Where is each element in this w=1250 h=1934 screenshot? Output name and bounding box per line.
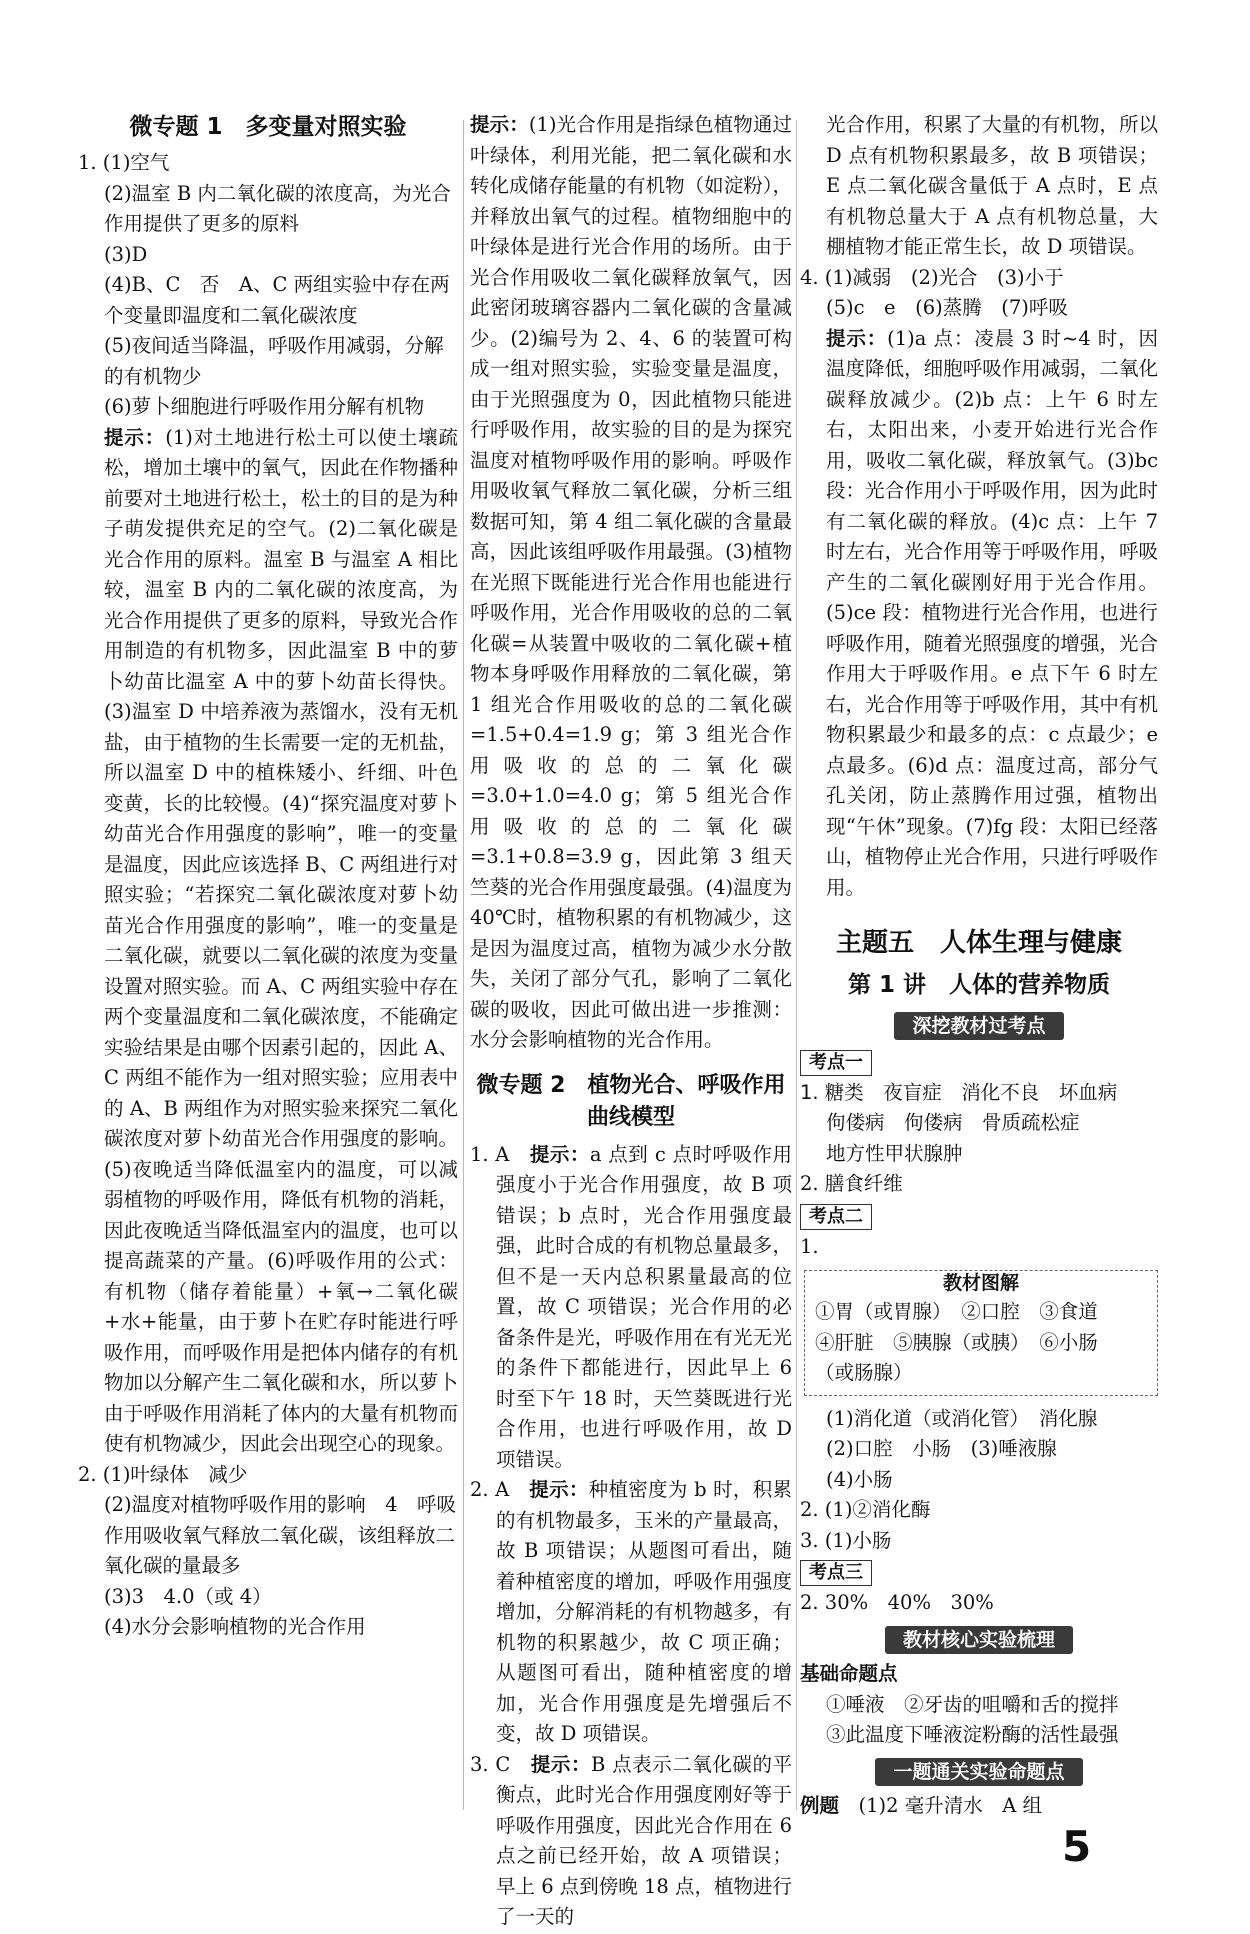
answer-head: 2. A [470, 1478, 530, 1501]
basic-label: 基础命题点 [800, 1662, 898, 1685]
answer-line: 3. (1)小肠 [800, 1528, 892, 1552]
hint-text: B 点表示二氧化碳的平衡点，此时光合作用强度刚好等于呼吸作用强度，因此光合作用在 6 点之前已经开始，故 A 项错误；早上 6 点到傍晚 18 点，植物进行了一天的 [496, 1752, 793, 1928]
column-3 [800, 110, 1158, 1822]
answer-line: 佝偻病 佝偻病 骨质疏松症 [826, 1111, 1080, 1134]
hint-label: 提示： [529, 1478, 589, 1501]
hint-label: 提示： [826, 326, 888, 350]
banner-label: 一题通关实验命题点 [875, 1758, 1082, 1786]
theme-title: 主题五 人体生理与健康 [835, 928, 1122, 958]
answer-line: (4)B、C 否 A、C 两组实验中存在两个变量即温度和二氧化碳浓度 [104, 273, 450, 327]
banner [800, 1625, 1158, 1656]
banner-label: 深挖教材过考点 [894, 1012, 1063, 1040]
kaodian-label: 考点三 [800, 1560, 872, 1586]
continued-text: 光合作用，积累了大量的有机物，所以 D 点有机物积累最多，故 B 项错误；E 点二氧化碳含量低于 A 点时，E 点有机物总量大于 A 点有机物总量，大棚植物才能正常生长，故 D 项错误。 [826, 113, 1158, 258]
answer-line: (2)口腔 小肠 (3)唾液腺 [826, 1437, 1057, 1460]
answer-line: (3)3 4.0（或 4） [104, 1584, 272, 1608]
hint-text: 种植密度为 b 时，积累的有机物最多，玉米的产量最高，故 B 项错误；从题图可看出，随着种植密度的增加，呼吸作用强度增加，分解消耗的有机物越多，有机物的积累越少，故 C 项正确；从题图可看出，随种植密度的增加，光合作用强度是先增强后不变，故 D 项错误。 [496, 1478, 792, 1745]
answer-item [470, 1750, 792, 1933]
answer-line: (3)D [104, 242, 148, 266]
hint-text: a 点到 c 点时呼吸作用强度小于光合作用强度，故 B 项错误；b 点时，光合作用强度最强，此时合成的有机物总量最多，但不是一天内总积累量最高的位置，故 C 项错误；光合作用的必备条件是光，呼吸作用在有光无光的条件下都能进行，因此早上 6 时至下午 18 时，天竺葵既进行光合作用，也进行呼吸作用，故 D 项错误。 [496, 1142, 792, 1471]
hint-paragraph [470, 110, 792, 1056]
hint-label: 提示： [104, 425, 166, 449]
box-line: （或肠腺） [815, 1361, 913, 1384]
answer-line [800, 1078, 1158, 1109]
hint-label: 提示： [530, 1752, 592, 1776]
answer-line: (5)夜间适当降温，呼吸作用减弱，分解的有机物少 [104, 334, 444, 388]
answer-line: (2)温室 B 内二氧化碳的浓度高，为光合作用提供了更多的原料 [104, 181, 451, 235]
example-label: 例题 [800, 1794, 840, 1817]
hint-text: (1)对土地进行松土可以使土壤疏松，增加土壤中的氧气，因此在作物播种前要对土地进行松土，松土的目的是为种子萌发提供充足的空气。(2)二氧化碳是光合作用的原料。温室 B 与温室 A 相比较，温室 B 内的二氧化碳的浓度高，为光合作用提供了更多的原料，导致光合作用制造的有机物多，因此温室 B 中的萝卜幼苗比温室 A 中的萝卜幼苗长得快。(3)温室 D 中培养液为蒸馏水，没有无机盐，由于植物的生长需要一定的无机盐，所以温室 D 中的植株矮小、纤细、叶色变黄，长的比较慢。(4)“探究温度对萝卜幼苗光合作用强度的影响”，唯一的变量是温度，因此应该选择 B、C 两组进行对照实验；“若探究二氧化碳浓度对萝卜幼苗光合作用强度的影响”，唯一的变量是二氧化碳，就要以二氧化碳的浓度为变量设置对照实验。而 A、C 两组实验中存在两个变量温度和二氧化碳浓度，不能确定实验结果是由哪个因素引起的，因此 A、C 两组不能作为一组对照实验；应用表中的 A、B 两组作为对照实验来探究二氧化碳浓度对萝卜幼苗光合作用强度的影响。(5)夜晚适当降低温室内的温度，可以减弱植物的呼吸作用，降低有机物的消耗，因此夜晚适当降低温室内的温度，也可以提高蔬菜的产量。(6)呼吸作用的公式：有机物（储存着能量）+氧→二氧化碳+水+能量，由于萝卜在贮存时能进行呼吸作用，而呼吸作用是把体内储存的有机物加以分解产生二氧化碳和水，所以萝卜由于呼吸作用消耗了体内的大量有机物而使有机物减少，因此会出现空心的现象。 [104, 425, 458, 1455]
answer-line: 2. 膳食纤维 [800, 1172, 903, 1195]
answer-line: (4)小肠 [826, 1467, 893, 1491]
example-text: (1)2 毫升清水 A 组 [858, 1794, 1043, 1817]
answer-head: 1. A [470, 1142, 530, 1166]
column-2 [470, 110, 792, 1933]
column-divider [463, 120, 464, 1810]
answer-line: (2)温度对植物呼吸作用的影响 4 呼吸作用吸收氧气释放二氧化碳，该组释放二氧化碳的量最多 [104, 1493, 457, 1577]
column-1 [78, 110, 458, 1643]
answer-line: 2. 30% 40% 30% [800, 1591, 994, 1614]
hint-text: (1)a 点：凌晨 3 时~4 时，因温度降低，细胞呼吸作用减弱，二氧化碳释放减少。(2)b 点：上午 6 时左右，太阳出来，小麦开始进行光合作用，吸收二氧化碳，释放氧气。(3)bc 段：光合作用小于呼吸作用，因为此时有二氧化碳的释放。(4)c 点：上午 7 时左右，光合作用等于呼吸作用，呼吸产生的二氧化碳刚好用于光合作用。(5)ce 段：植物进行光合作用，也进行呼吸作用，随着光照强度的增强，光合作用大于呼吸作用。e 点下午 6 时左右，光合作用等于呼吸作用，其中有机物积累最少和最多的点：c 点最少；e 点最多。(6)d 点：温度过高，部分气孔关闭，防止蒸腾作用过强，植物出现“午休”现象。(7)fg 段：太阳已经落山，植物停止光合作用，只进行呼吸作用。 [826, 326, 1158, 899]
hint-label: 提示： [470, 113, 529, 136]
figure-box [804, 1270, 1158, 1396]
answer-line: (1)消化道（或消化管） 消化腺 [826, 1406, 1098, 1430]
hint-paragraph [78, 423, 458, 1460]
answer-item [470, 1475, 792, 1750]
answer-line: (4)水分会影响植物的光合作用 [104, 1615, 366, 1638]
answer-line: 4. (1)减弱 (2)光合 (3)小于 [800, 265, 1064, 289]
hint-text: (1)光合作用是指绿色植物通过叶绿体，利用光能，把二氧化碳和水转化成储存能量的有机物（如淀粉），并释放出氧气的过程。植物细胞中的叶绿体是进行光合作用的场所。由于光合作用吸收二氧化碳释放氧气，因此密闭玻璃容器内二氧化碳的含量减少。(2)编号为 2、4、6 的装置可构成一组对照实验，实验变量是温度，由于光照强度为 0，因此植物只能进行呼吸作用，故实验的目的是为探究温度对植物呼吸作用的影响。呼吸作用吸收氧气释放二氧化碳，分析三组数据可知，第 4 组二氧化碳的含量最高，因此该组呼吸作用最强。(3)植物在光照下既能进行光合作用也能进行呼吸作用，光合作用吸收的总的二氧化碳=从装置中吸收的二氧化碳+植物本身呼吸作用释放的二氧化碳，第 1 组光合作用吸收的总的二氧化碳=1.5+0.4=1.9 g；第 3 组光合作用吸收的总的二氧化碳=3.0+1.0=4.0 g；第 5 组光合作用吸收的总的二氧化碳=3.1+0.8=3.9 g，因此第 3 组天竺葵的光合作用强度最强。(4)温度为 40℃时，植物积累的有机物减少，这是因为温度过高，植物为减少水分散失，关闭了部分气孔，影响了二氧化碳的吸收，因此可做出进一步推测：水分会影响植物的光合作用。 [470, 113, 792, 1051]
banner [800, 1011, 1158, 1042]
answer-line: 1. (1)空气 [78, 151, 170, 174]
answer-item [470, 1140, 792, 1476]
answer-line: ①唾液 ②牙齿的咀嚼和舌的搅拌 [826, 1692, 1119, 1716]
column-divider [796, 120, 797, 1810]
box-line: ④肝脏 ⑤胰腺（或胰） ⑥小肠 [815, 1330, 1098, 1354]
answer-line: 1. [800, 1234, 819, 1258]
hint-label: 提示： [529, 1142, 590, 1166]
section-title: 微专题 1 多变量对照实验 [129, 114, 407, 140]
answer-line: 2. (1)叶绿体 减少 [78, 1462, 248, 1486]
page-number: 5 [1062, 1822, 1092, 1871]
answer-line: ③此温度下唾液淀粉酶的活性最强 [826, 1723, 1119, 1746]
box-line: ①胃（或胃腺） ②口腔 ③食道 [815, 1300, 1098, 1323]
answer-line: 2. (1)②消化酶 [800, 1498, 931, 1521]
section-title: 微专题 2 植物光合、呼吸作用曲线模型 [476, 1072, 786, 1130]
hint-paragraph [800, 324, 1158, 904]
answer-line: (5)c e (6)蒸腾 (7)呼吸 [826, 296, 1068, 319]
box-title: 教材图解 [942, 1272, 1019, 1294]
kaodian-label: 考点一 [800, 1050, 872, 1076]
banner [800, 1757, 1158, 1788]
banner-label: 教材核心实验梳理 [885, 1626, 1073, 1654]
answer-text: 1. 糖类 夜盲症 消化不良 坏血病 [800, 1080, 1118, 1104]
example-line [800, 1791, 1158, 1822]
kaodian-label: 考点二 [800, 1204, 872, 1230]
answer-line: (6)萝卜细胞进行呼吸作用分解有机物 [104, 395, 425, 418]
answer-head: 3. C [470, 1752, 531, 1776]
lecture-title: 第 1 讲 人体的营养物质 [847, 972, 1111, 998]
answer-line: 地方性甲状腺肿 [826, 1141, 963, 1165]
